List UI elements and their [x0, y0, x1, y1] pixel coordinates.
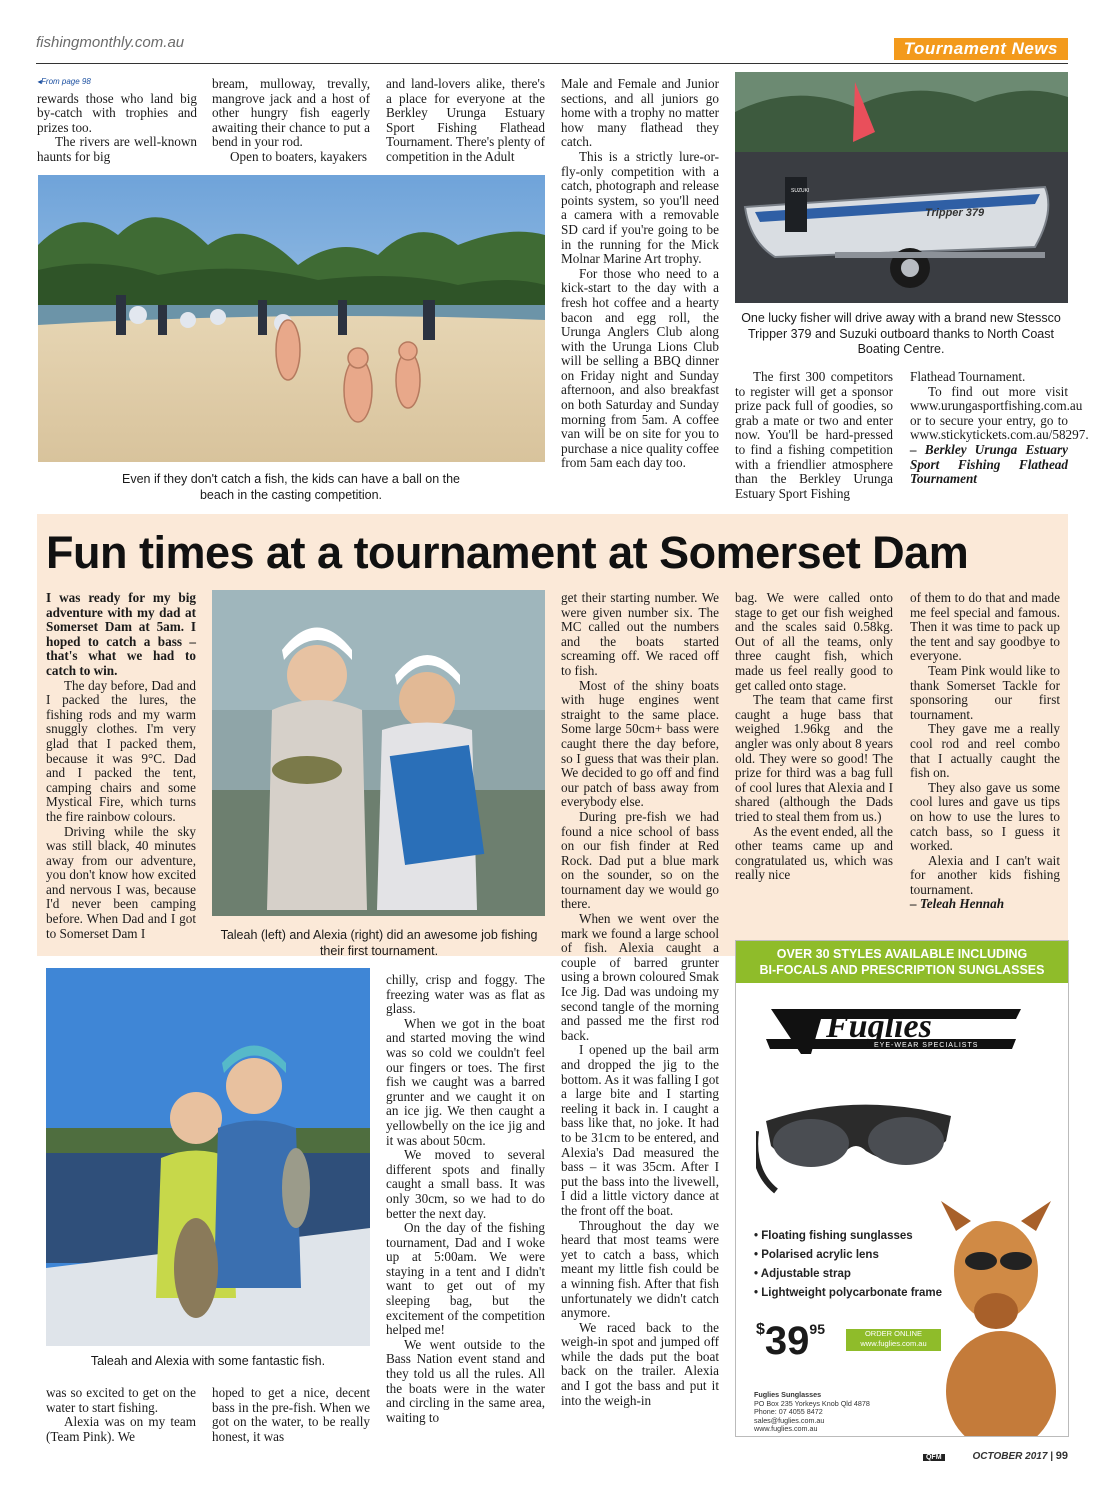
- ad-tagline: EYE-WEAR SPECIALISTS: [874, 1042, 979, 1049]
- ad-price: [756, 1321, 825, 1361]
- paragraph: When we got in the boat and started moving the wind was so cold we couldn't feel our fingers or toes. The first fish we caught was a barred grunter and we caught it on an ice jig. We then caught a yellowbelly on the ice jig and it was about 50cm.: [386, 1015, 545, 1148]
- article-col-5: [735, 591, 893, 883]
- paragraph: We went outside to the Bass Nation event stand and they told us all the rules. All the boats were in the water and circling in the same area, waiting to: [386, 1336, 545, 1425]
- motor-label: SUZUKI: [791, 188, 810, 194]
- paragraph: They also gave us some cool lures and gave us tips on how to use the lures to catch bass, so I guess it worked.: [910, 779, 1060, 854]
- order-online[interactable]: [846, 1329, 941, 1351]
- issue-date: OCTOBER 2017: [972, 1451, 1048, 1462]
- top-col-4: [561, 77, 719, 471]
- paragraph: I opened up the bail arm and dropped the jig to the bottom. As it was falling I got a large bite and I starting reeling it back in. I caught a bass like that, no joke. It had to be 31cm to be entered, and Alexia's Dad measured the bass – it was 35cm. After I put the bass into the livewell, I did a little victory dance at the front off the boat.: [561, 1042, 719, 1218]
- ad-banner: [736, 941, 1068, 983]
- fish-photo: [46, 968, 370, 1346]
- price-cents: 95: [809, 1321, 825, 1337]
- paragraph: During pre-fish we had found a nice school of bass on our fish finder at Red Rock. Dad put a blue mark on the sounder, so on the tournament day we would go there.: [561, 808, 719, 912]
- address-line[interactable]: sales@fuglies.com.au: [754, 1415, 825, 1425]
- byline: – Teleah Hennah: [910, 896, 1005, 912]
- article-col-4: [561, 591, 719, 1408]
- price-dollar: $: [756, 1321, 765, 1338]
- feature-item: • Lightweight polycarbonate frame: [754, 1287, 943, 1299]
- caption-boat: One lucky fisher will drive away with a brand new Stessco Tripper 379 and Suzuki outboard thanks to North Coast Boating Centre.: [741, 311, 1061, 356]
- top-col-1: [37, 75, 197, 165]
- paragraph: Throughout the day we heard that most teams were yet to catch a bass, which meant my little fish could be a winning fish. After that fish unfortunately we didn't catch anymore.: [561, 1217, 719, 1321]
- paragraph: This is a strictly lure-or-fly-only competition with a catch, photograph and release points system, so you'll need a camera with a removable SD card if you're going to be in the running for the Mick Molnar Marine Art trophy.: [561, 148, 719, 267]
- address-line: Phone: 07 4055 8472: [754, 1407, 823, 1417]
- paragraph: bream, mulloway, trevally, mangrove jack and a host of other hungry fish eagerly awaiting their chance to put a bend in your rod.: [212, 76, 370, 150]
- boat-photo: [735, 72, 1068, 303]
- byline: – Berkley Urunga Estuary Sport Fishing Flathead Tournament: [910, 441, 1068, 487]
- paragraph: We raced back to the weigh-in spot and jumped off while the dads put the boat back on the trailer. Alexia and I got the bass and put it into the weigh-in: [561, 1319, 719, 1408]
- ad-banner-line: OVER 30 STYLES AVAILABLE INCLUDING: [776, 947, 1028, 961]
- paragraph: The first 300 competitors to register will get a sponsor prize pack full of goodies, so grab a mate or two and enter now. You'll be hard-pressed to find a fishing competition with a friendlier atmosphere than the Berkley Urunga Estuary Sport Fishing: [735, 369, 893, 501]
- paragraph: The rivers are well-known haunts for big: [37, 134, 197, 164]
- paragraph: For those who need to a kick-start to the day with a fresh hot coffee and a hearty bacon and egg roll, the Urunga Anglers Club along with the Urunga Lions Club will be selling a BBQ dinner on Friday night and Sunday afternoon, and also breakfast on both Saturday and Sunday morning from 5am. A coffee van will be on site for you to purchase a nice quality coffee from 5am each day too.: [561, 265, 719, 471]
- paragraph: Flathead Tournament.: [910, 369, 1026, 384]
- top-col-6: [910, 369, 1089, 487]
- ad-brand: Fuglies: [826, 1008, 932, 1045]
- article-col-1: [46, 591, 196, 941]
- footer-separator: |: [1050, 1451, 1053, 1462]
- header-rule: [36, 63, 1068, 64]
- girls-photo: [212, 590, 545, 916]
- headline: Fun times at a tournament at Somerset Dam: [46, 527, 969, 578]
- paragraph: rewards those who land big by-catch with trophies and prizes too.: [37, 90, 197, 135]
- paragraph: chilly, crisp and foggy. The freezing water was as flat as glass.: [386, 972, 545, 1017]
- paragraph: Open to boaters, kayakers: [230, 148, 367, 164]
- page-number: 99: [1055, 1450, 1068, 1462]
- paragraph: To find out more visit www.urungasportfishing.com.au or to secure your entry, go to www.stickytickets.com.au/58297.: [910, 383, 1089, 443]
- boat-label: Tripper 379: [925, 207, 985, 219]
- ad-address: [754, 1391, 870, 1434]
- article-col-3: [386, 973, 545, 1425]
- top-col-3: [386, 77, 545, 165]
- paragraph: The day before, Dad and I packed the lures, the fishing rods and my warm snuggly clothes. I'm very glad that I packed them, because it was 9°C. Dad and I packed the tent, camping chairs and some Mystical Fire, which turns the fire rainbow colours.: [46, 677, 196, 824]
- paragraph: of them to do that and made me feel special and famous. Then it was time to pack up the tent and say goodbye to everyone.: [910, 590, 1060, 664]
- paragraph: Alexia and I can't wait for another kids fishing tournament.: [910, 852, 1060, 897]
- address-line: Fuglies Sunglasses: [754, 1390, 822, 1399]
- order-label: ORDER ONLINE: [864, 1329, 923, 1338]
- site-url[interactable]: fishingmonthly.com.au: [36, 34, 185, 51]
- top-col-5: [735, 370, 893, 501]
- dog-image: [936, 1191, 1066, 1436]
- paragraph: When we went over the mark we found a large school of fish. Alexia caught a couple of barred grunter using a brown coloured Smak Ice Jig. Dad was undoing my second tangle of the morning and passed me the first rod back.: [561, 911, 719, 1043]
- sunglasses-image: [756, 1081, 956, 1211]
- page-footer: [923, 1450, 1068, 1462]
- fuglies-ad[interactable]: [735, 940, 1069, 1437]
- article-bottom-col-2: [212, 1386, 370, 1444]
- beach-photo: [38, 175, 545, 462]
- paragraph: Driving while the sky was still black, 40 minutes away from our adventure, you don't know how excited and nervous I was, because I'd never been camping before. When Dad and I got to Somerset Dam I: [46, 823, 196, 941]
- price-main: 39: [764, 1319, 810, 1363]
- address-line: PO Box 235 Yorkeys Knob Qld 4878: [754, 1398, 870, 1408]
- paragraph: Male and Female and Junior sections, and all juniors go home with a trophy no matter how many flathead they catch.: [561, 76, 719, 150]
- paragraph: We moved to several different spots and finally caught a small bass. It was only 30cm, so we had to do better the next day.: [386, 1147, 545, 1221]
- address-line[interactable]: www.fuglies.com.au: [754, 1424, 818, 1434]
- order-url[interactable]: www.fuglies.com.au: [860, 1339, 927, 1348]
- section-title: Tournament News: [894, 38, 1068, 60]
- feature-item: • Adjustable strap: [754, 1268, 851, 1280]
- ad-features: [754, 1227, 942, 1303]
- article-bottom-col-1: [46, 1386, 196, 1444]
- top-col-2: [212, 77, 370, 165]
- paragraph: bag. We were called onto stage to get our fish weighed and the scales said 0.58kg. Out of all the teams, only three caught fish, which made us feel really good to get called onto stage.: [735, 590, 893, 693]
- paragraph: On the day of the fishing tournament, Dad and I woke up at 5:00am. We were staying in a tent and I didn't want to get out of my sleeping bag, but the excitement of the competition helped me!: [386, 1220, 545, 1338]
- caption-girls: Taleah (left) and Alexia (right) did an awesome job fishing their first tournament.: [220, 928, 538, 958]
- continued-from[interactable]: ◂From page 98: [37, 77, 91, 86]
- fuglies-logo: [766, 999, 1036, 1079]
- feature-item: • Polarised acrylic lens: [754, 1249, 879, 1261]
- paragraph: Team Pink would like to thank Somerset Tackle for sponsoring our first tournament.: [910, 662, 1060, 722]
- mag-badge: QFM: [923, 1454, 945, 1461]
- feature-item: • Floating fishing sunglasses: [754, 1230, 913, 1242]
- paragraph: hoped to get a nice, decent bass in the pre-fish. When we got on the water, to be really honest, it was: [212, 1385, 370, 1444]
- paragraph: get their starting number. We were given number six. The MC called out the numbers and the boats started screaming off. We raced off to fish.: [561, 590, 719, 678]
- paragraph: The team that came first caught a huge bass that weighed 1.96kg and the angler was only about 8 years old. They were so good! The prize for third was a bag full of cool lures that Alexia and I shared (although the Dads tried to steal them from us.): [735, 692, 893, 824]
- paragraph: They gave me a really cool rod and reel combo that I actually caught the fish on.: [910, 721, 1060, 781]
- paragraph: Most of the shiny boats with huge engines went straight to the same place. Some large 50cm+ bass were caught there the day before, so I guess that was their plan. We decided to go off and find our patch of bass away from everybody else.: [561, 677, 719, 810]
- article-col-6: [910, 591, 1060, 912]
- caption-fish: Taleah and Alexia with some fantastic fish.: [90, 1354, 326, 1368]
- paragraph: was so excited to get on the water to start fishing.: [46, 1385, 196, 1415]
- lead-paragraph: I was ready for my big adventure with my dad at Somerset Dam at 5am. I hoped to catch a bass – that's what we had to catch to win.: [46, 590, 196, 678]
- paragraph: and land-lovers alike, there's a place for everyone at the Berkley Urunga Estuary Sport Fishing Flathead Tournament. There's plenty of competition in the Adult: [386, 76, 545, 164]
- ad-banner-line: BI-FOCALS AND PRESCRIPTION SUNGLASSES: [759, 963, 1045, 977]
- paragraph: Alexia was on my team (Team Pink). We: [46, 1414, 196, 1444]
- paragraph: As the event ended, all the other teams came up and congratulated us, which was really nice: [735, 823, 893, 883]
- caption-beach: Even if they don't catch a fish, the kids can have a ball on the beach in the casting competition.: [121, 472, 460, 502]
